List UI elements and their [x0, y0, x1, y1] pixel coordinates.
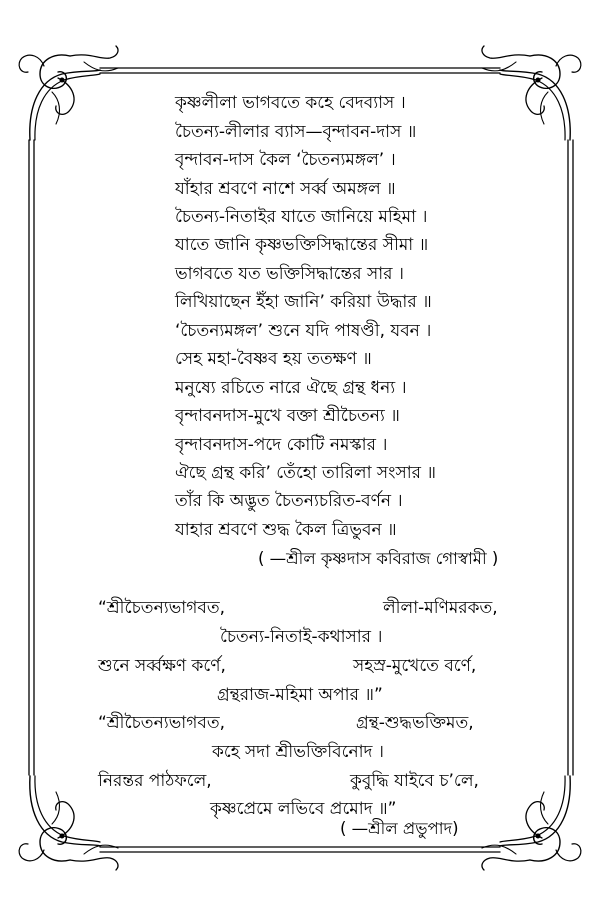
verse-line: চৈতন্য-লীলার ব্যাস—বৃন্দাবন-দাস ॥ — [175, 122, 417, 142]
verse-line: সেহ মহা-বৈষ্ণব হয় ততক্ষণ ॥ — [175, 349, 372, 369]
verse-line: ভাগবতে যত ভক্তিসিদ্ধান্তের সার । — [175, 264, 404, 284]
verse-line: কৃষ্ণলীলা ভাগবতে কহে বেদব্যাস । — [175, 93, 406, 113]
verse-line-left: “শ্রীচৈতন্যভাগবত, — [98, 713, 225, 733]
verse-line: লিখিয়াছেন ইঁহা জানি’ করিয়া উদ্ধার ॥ — [175, 292, 432, 312]
verse-line: যাহার শ্রবণে শুদ্ধ কৈল ত্রিভুবন ॥ — [175, 520, 397, 540]
verse-line-center: চৈতন্য-নিতাই-কথাসার । — [220, 627, 383, 647]
verse-line-left: নিরন্তর পাঠফলে, — [98, 771, 212, 791]
verse-line: চৈতন্য-নিতাইর যাতে জানিয়ে মহিমা । — [175, 207, 428, 227]
verse-line: বৃন্দাবনদাস-মুখে বক্তা শ্রীচৈতন্য ॥ — [175, 406, 400, 426]
verse-line-center: কৃষ্ণপ্রেমে লভিবে প্রমোদ ॥” — [210, 799, 397, 819]
verse-line-right: সহস্র-মুখেতে বর্ণে, — [353, 656, 477, 676]
verse-line: মনুষ্যে রচিতে নারে ঐছে গ্রন্থ ধন্য । — [175, 378, 407, 398]
verse-line-center: কহে সদা শ্রীভক্তিবিনোদ । — [212, 742, 384, 762]
verse-line-right: কুবুদ্ধি যাইবে চ’লে, — [350, 771, 479, 791]
attribution-prabhupada: ( —শ্রীল প্রভুপাদ) — [340, 819, 459, 838]
verse-line: বৃন্দাবনদাস-পদে কোটি নমস্কার । — [175, 435, 388, 455]
verse-line: যাতে জানি কৃষ্ণভক্তিসিদ্ধান্তের সীমা ॥ — [175, 235, 429, 255]
verse-line: বৃন্দাবন-দাস কৈল ‘চৈতন্যমঙ্গল’ । — [175, 150, 396, 170]
verse-line-right: লীলা-মণিমরকত, — [383, 598, 498, 618]
verse-line-left: শুনে সর্ব্বক্ষণ কর্ণে, — [98, 656, 226, 676]
verse-line-left: “শ্রীচৈতন্যভাগবত, — [98, 598, 225, 618]
verse-line: ঐছে গ্রন্থ করি’ তেঁহো তারিলা সংসার ॥ — [175, 463, 437, 483]
attribution-kaviraj: ( —শ্রীল কৃষ্ণদাস কবিরাজ গোস্বামী ) — [258, 549, 499, 568]
verse-line: ‘চৈতন্যমঙ্গল’ শুনে যদি পাষণ্ডী, যবন । — [175, 321, 432, 341]
verse-line-center: গ্রন্থরাজ-মহিমা অপার ॥” — [217, 685, 383, 705]
verse-line: তাঁর কি অদ্ভুত চৈতন্যচরিত-বর্ণন । — [175, 491, 403, 511]
verse-line-right: গ্রন্থ-শুদ্ধভক্তিমত, — [356, 713, 474, 733]
verse-line: যাঁহার শ্রবণে নাশে সর্ব্ব অমঙ্গল ॥ — [175, 179, 396, 199]
